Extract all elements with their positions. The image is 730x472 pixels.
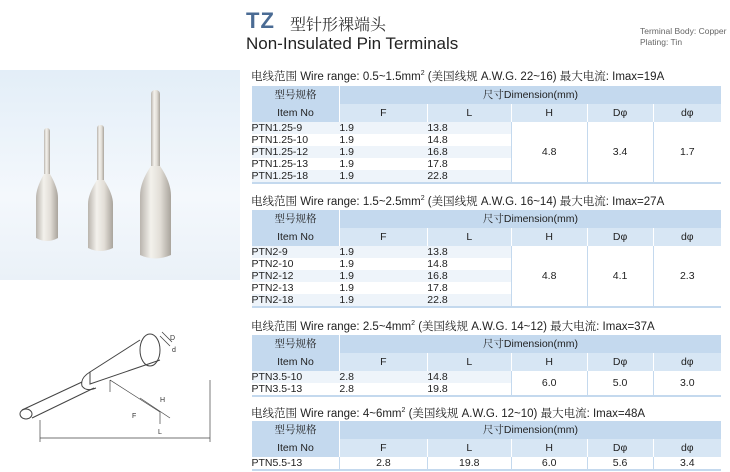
header-item-cn: 型号规格 [252,210,340,228]
header-F: F [339,104,427,122]
header-D: Dφ [587,104,653,122]
l-cell: 19.8 [427,457,511,470]
l-cell: 17.8 [427,158,448,170]
header-L: L [427,353,511,371]
header-d: dφ [653,439,721,457]
item-cell: PTN1.25-18 [252,170,340,183]
f-cell: 1.9 [339,294,427,307]
f-cell: 1.9 [339,158,355,170]
item-cell: PTN2-18 [252,294,340,307]
title-english: Non-Insulated Pin Terminals [246,34,459,53]
pin-small-icon [36,128,58,241]
f-cell: 1.9 [339,270,427,282]
l-cell: 17.8 [427,282,448,294]
header-D: Dφ [587,228,653,246]
section-2-label: 电线范围 Wire range: $1.5\sim 2.5mm^2$ (美国线规 A.W.G. 16~14) 最大电流: Imax=27A [251,195,665,208]
label-d: d [172,347,176,354]
f-cell: 1.9 [339,134,355,146]
header-d: dφ [653,228,721,246]
l-cell: 13.8 [427,246,511,258]
l-cell: 22.8 [427,170,511,183]
header-item-en: Item No [252,353,340,371]
h-cell: 6.0 [511,371,587,396]
item-cell: PTN2-10 [251,258,294,270]
header-H: H [511,104,587,122]
section-3-label: 电线范围 Wire range: $2.5\sim 4mm^2$ (美国线规 A.W.G. 14~12) 最大电流: Imax=37A [251,320,655,333]
header-d: dφ [653,353,721,371]
header-D: Dφ [587,353,653,371]
d-outer-cell: 3.4 [587,122,653,183]
pin-large-icon [140,90,171,259]
d-outer-cell: 5.0 [587,371,653,396]
l-cell: 16.8 [427,146,511,158]
d-inner-cell: 3.0 [653,371,721,396]
item-cell: PTN1.25-9 [252,122,340,134]
header-H: H [511,439,587,457]
f-cell: 1.9 [339,246,427,258]
l-cell: 19.8 [427,383,448,395]
product-photo [0,70,240,280]
header-item-cn: 型号规格 [252,421,340,439]
item-cell: PTN3.5-13 [251,383,303,395]
header-F: F [339,439,427,457]
section-1-label: 电线范围 Wire range: $0.5\sim 1.5mm^2$ (美国线规 A.W.G. 22~16) 最大电流: Imax=19A [251,70,665,83]
l-cell: 16.8 [427,270,511,282]
l-cell: 13.8 [427,122,511,134]
pin-medium-icon [88,125,113,251]
header-item-en: Item No [252,104,340,122]
f-cell: 1.9 [339,282,355,294]
header-H: H [511,228,587,246]
pin-terminals-image [0,70,240,280]
label-L: L [158,429,162,436]
spec-table-3 [251,335,721,397]
d-inner-cell: 1.7 [653,122,721,183]
label-H: H [160,397,166,404]
d-inner-cell: 2.3 [653,246,721,307]
header-F: F [339,353,427,371]
label-D: D [170,335,176,342]
label-F: F [132,413,137,420]
spec-body: Terminal Body: Copper [640,26,727,36]
item-cell: PTN2-9 [252,246,340,258]
spec-table-2 [251,210,721,308]
l-cell: 22.8 [427,294,511,307]
spec-table-1 [251,86,721,184]
h-cell: 4.8 [511,246,587,307]
series-code: TZ [246,8,275,33]
h-cell: 4.8 [511,122,587,183]
f-cell: 2.8 [339,457,427,470]
header-dimension: 尺寸Dimension(mm) [339,335,721,353]
header-item-cn: 型号规格 [252,335,340,353]
section-4-label: 电线范围 Wire range: $4\sim 6mm^2$ (美国线规 A.W.G. 12~10) 最大电流: Imax=48A [251,407,646,420]
header-F: F [339,228,427,246]
technical-drawing [10,320,220,465]
header-D: Dφ [587,439,653,457]
header-item-en: Item No [252,439,340,457]
header-dimension: 尺寸Dimension(mm) [339,421,721,439]
item-cell: PTN1.25-12 [252,146,340,158]
f-cell: 2.8 [339,383,355,395]
spec-plating: Plating: Tin [640,37,683,47]
item-cell: PTN2-12 [252,270,340,282]
header-L: L [427,439,511,457]
header-item-cn: 型号规格 [252,86,340,104]
header-L: L [427,228,511,246]
spec-table-4 [251,421,721,471]
header-L: L [427,104,511,122]
header-H: H [511,353,587,371]
header-d: dφ [653,104,721,122]
f-cell: 1.9 [339,146,427,158]
header-dimension: 尺寸Dimension(mm) [339,86,721,104]
item-cell: PTN1.25-13 [251,158,309,170]
f-cell: 1.9 [339,122,427,134]
item-cell: PTN5.5-13 [251,457,303,469]
h-cell: 6.0 [511,457,587,470]
f-cell: 1.9 [339,170,427,183]
l-cell: 14.8 [427,371,511,383]
d-inner-cell: 3.4 [653,457,721,470]
header-dimension: 尺寸Dimension(mm) [339,210,721,228]
header-item-en: Item No [252,228,340,246]
l-cell: 14.8 [427,134,448,146]
item-cell: PTN1.25-10 [251,134,309,146]
item-cell: PTN2-13 [251,282,294,294]
f-cell: 1.9 [339,258,355,270]
material-spec [640,26,726,48]
l-cell: 14.8 [427,258,448,270]
d-outer-cell: 4.1 [587,246,653,307]
d-outer-cell: 5.6 [587,457,653,470]
title-chinese: 型针形裸端头 [290,17,387,34]
f-cell: 2.8 [339,371,427,383]
dimension-drawing-icon [10,320,220,465]
item-cell: PTN3.5-10 [252,371,340,383]
